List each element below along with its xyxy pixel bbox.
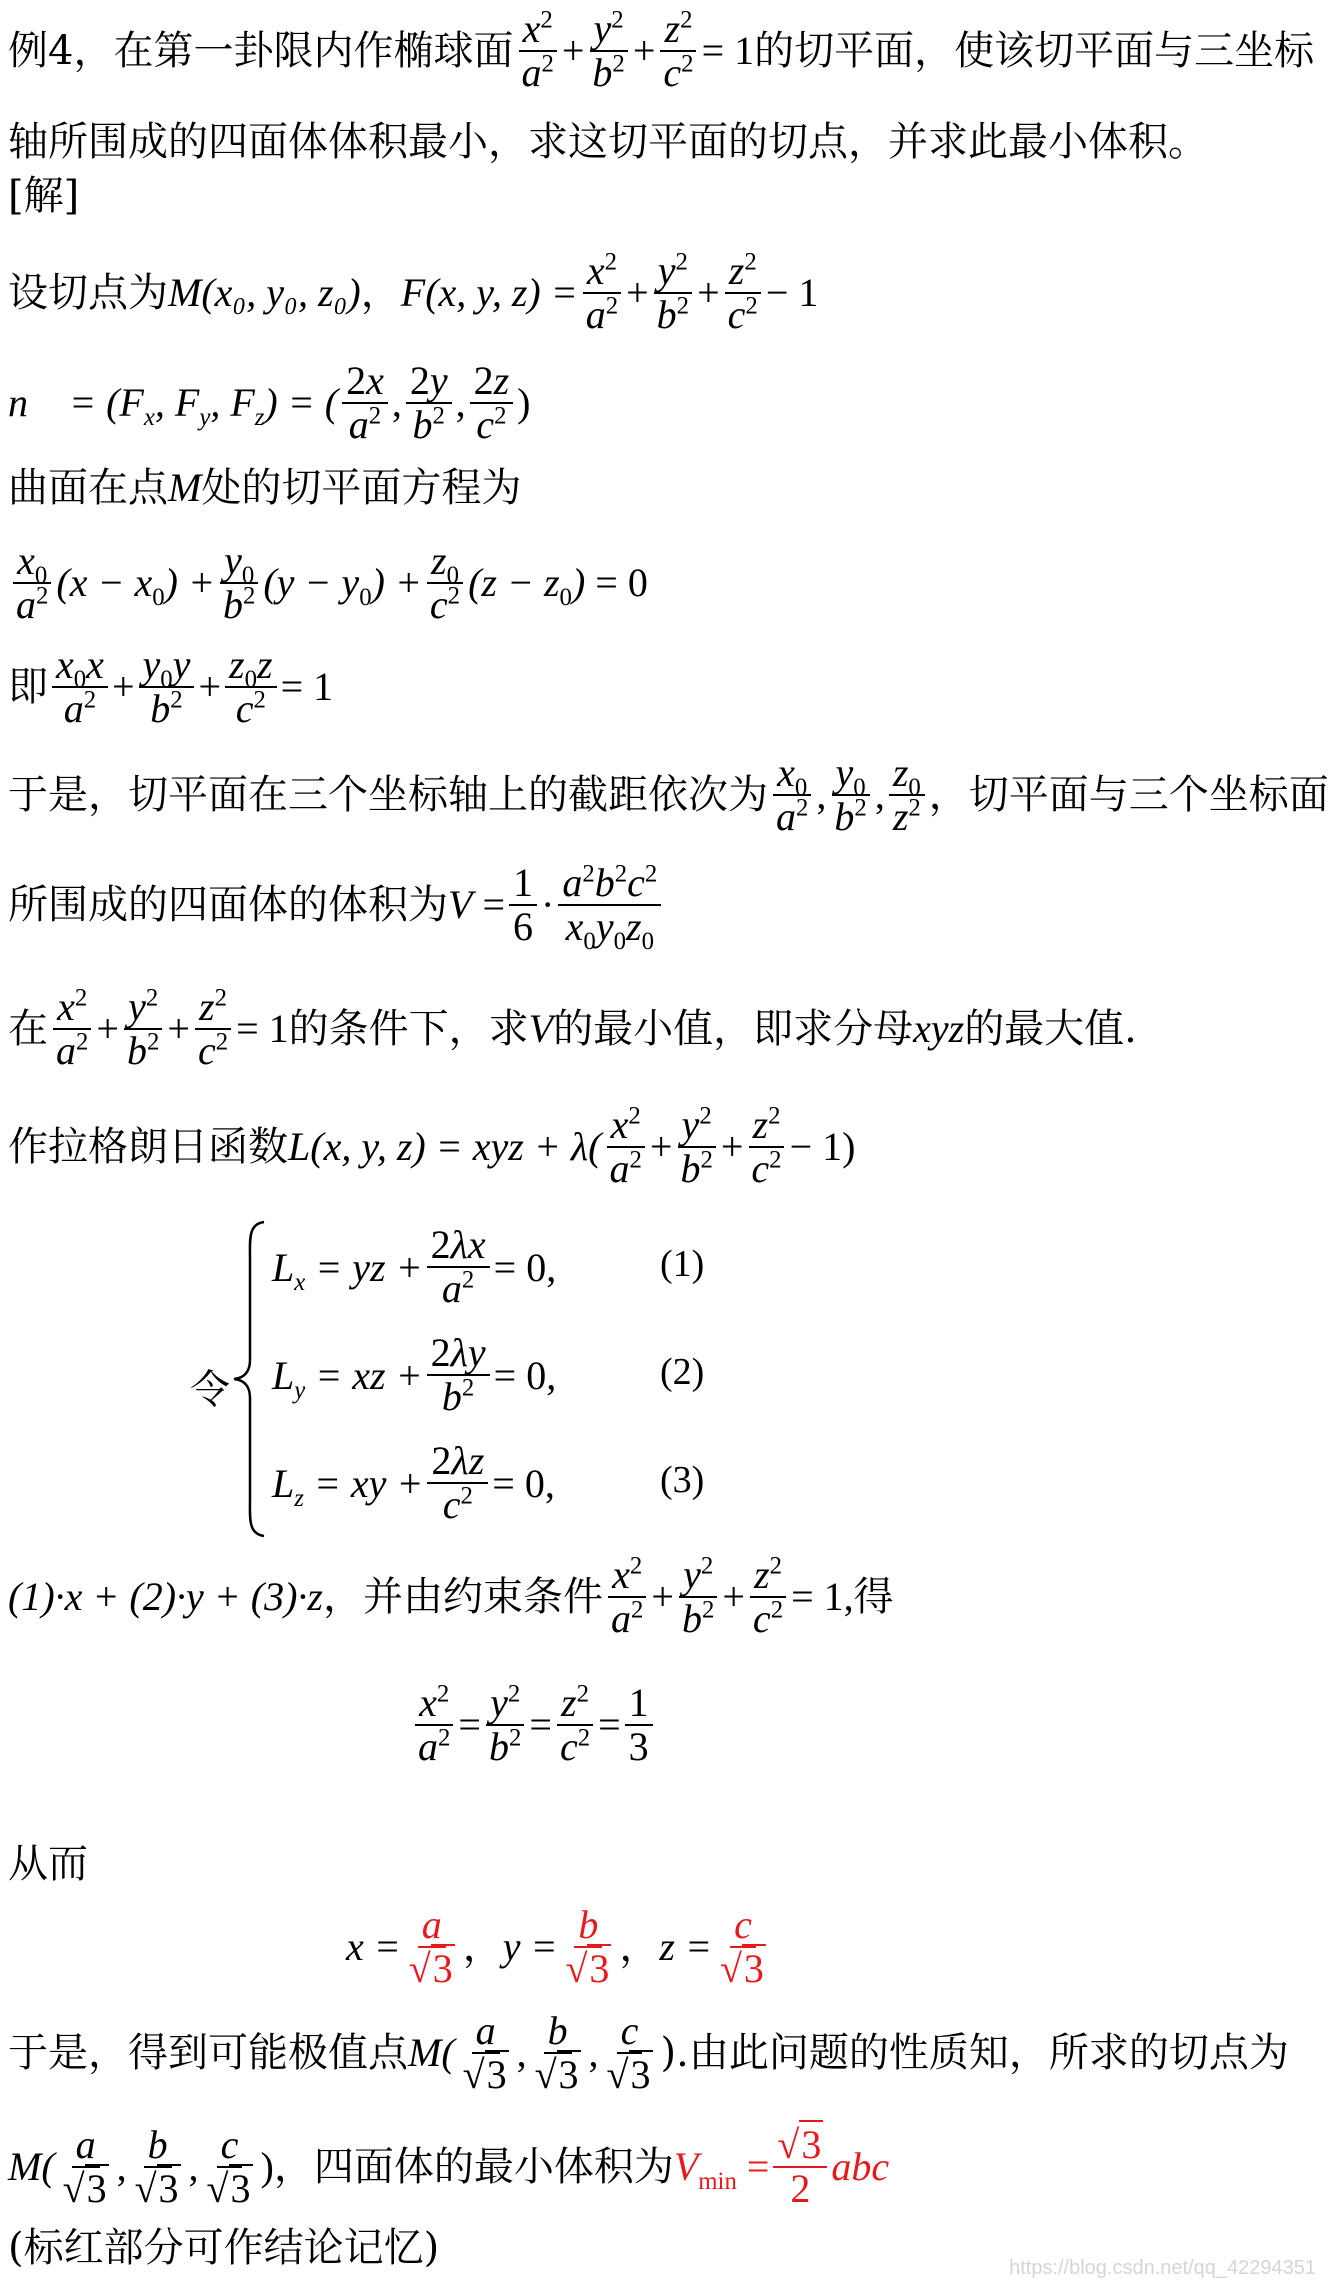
tangent-plane-equation: $\frac{x_0}{a^2}$ $(x - x_0)$ + $\frac{y_0}{b^2}$ $(y - y_0)$ + $\frac{z_0}{c^2}$ $(z - z_0) = 0$ — [8, 540, 1328, 626]
equation-1-number: (1) — [660, 1243, 705, 1285]
equation-system — [190, 1220, 830, 1540]
equal-thirds: $\frac{x^2}{a^2}$ = $\frac{y^2}{b^2}$ = $\frac{z^2}{c^2}$ = $\frac{1}{3}$ — [410, 1682, 1328, 1768]
step-tangent-point: 设切点为 M(x₀, y₀, z₀) ， F(x, y, z) = $\frac{x^2}{a^2}$ + $\frac{y^2}{b^2}$ + $\frac{z^2}{c^2}$ − 1 — [8, 248, 819, 337]
equation-2: $L_y$ = xz + $\frac{2\lambda y}{b^2}$ = 0, — [272, 1330, 557, 1419]
problem-intro: 在第一卦限内作椭球面 — [113, 28, 514, 74]
normal-vector: n⃗ = ($F_x$, $F_y$, $F_z$) = ( $\frac{2x}{a^2}$ , $\frac{2y}{b^2}$ , $\frac{2z}{c^2}$ ) — [8, 358, 531, 447]
frac-x2-a2: $\frac{x^2}{a^2}$ — [517, 8, 557, 94]
point-M: M(x₀, y₀, z₀) — [168, 270, 361, 315]
solution-label: [解] — [8, 173, 80, 219]
note: (标红部分可作结论记忆) — [8, 2225, 440, 2271]
equation-1: $L_x$ = yz + $\frac{2\lambda x}{a^2}$ = 0, — [272, 1222, 557, 1311]
volume-line: 所围成的四面体的体积为 V = $\frac{1}{6}$ · $\frac{a^2b^2c^2}{x_0y_0z_0}$ — [8, 862, 1328, 948]
intercepts-line: 于是，切平面在三个坐标轴上的截距依次为 $\frac{x_0}{a^2}$ , $\frac{y_0}{b^2}$ , $\frac{z_0}{z^2}$ ，切平面与三个坐标面 — [8, 750, 1329, 839]
frac-z2-c2: $\frac{z^2}{c^2}$ — [659, 8, 697, 94]
ling-label: 令 — [190, 1367, 230, 1413]
example-label: 例4 — [8, 28, 74, 74]
problem-line-2: 轴所围成的四面体体积最小，求这切平面的切点，并求此最小体积。 — [8, 119, 1208, 165]
equation-3: $L_z$ = xy + $\frac{2\lambda z}{c^2}$ = 0, — [272, 1438, 555, 1527]
extremum-line: 于是，得到可能极值点 M( $\frac{a}{√3}$ , $\frac{b}{√3}$ , $\frac{c}{√3}$ ).由此问题的性质知，所求的切点为 — [8, 2008, 1289, 2097]
solution-values: x = $\frac{a}{√3}$ ， y = $\frac{b}{√3}$ ， z = $\frac{c}{√3}$ — [346, 1902, 764, 1991]
equation-2-number: (2) — [660, 1351, 705, 1393]
equation-3-number: (3) — [660, 1459, 705, 1501]
frac-y2-b2: $\frac{y^2}{b^2}$ — [588, 8, 628, 94]
combine-line: (1)·x + (2)·y + (3)·z ，并由约束条件 $\frac{x^2}{a^2}$ + $\frac{y^2}{b^2}$ + $\frac{z^2}{c^2}$ = 1,得 — [8, 1552, 894, 1641]
final-answer: M( $\frac{a}{√3}$ , $\frac{b}{√3}$ , $\frac{c}{√3}$ ) ，四面体的最小体积为 $V_{min}$ = $\frac{√3}{2}$ abc — [8, 2122, 890, 2211]
tangent-plane-simplified: 即 $\frac{x_0x}{a^2}$ + $\frac{y_0y}{b^2}$ + $\frac{z_0z}{c^2}$ = 1 — [8, 642, 334, 731]
tangent-intro: 曲面在点 M 处的切平面方程为 — [8, 465, 522, 511]
lagrange-function: 作拉格朗日函数 L(x, y, z) = xyz + λ( $\frac{x^2}{a^2}$ + $\frac{y^2}{b^2}$ + $\frac{z^2}{c^2}$ − 1) — [8, 1102, 856, 1191]
condition-line: 在 $\frac{x^2}{a^2}$ + $\frac{y^2}{b^2}$ + $\frac{z^2}{c^2}$ = 1 的条件下，求 V 的最小值，即求分母 xyz 的最大值. — [8, 984, 1137, 1073]
problem-line-1: 例4 ， 在第一卦限内作椭球面 $\frac{x^2}{a^2}$ + $\frac{y^2}{b^2}$ + $\frac{z^2}{c^2}$ = 1 的切平面，使该切平面与三坐标 — [8, 6, 1315, 95]
V-min: $V_{min}$ — [673, 2144, 737, 2195]
thus-label: 从而 — [8, 1841, 88, 1887]
watermark: https://blog.csdn.net/qq_42294351 — [1009, 2257, 1316, 2279]
F-definition: F(x, y, z) = — [400, 270, 578, 315]
left-brace — [230, 1220, 270, 1538]
